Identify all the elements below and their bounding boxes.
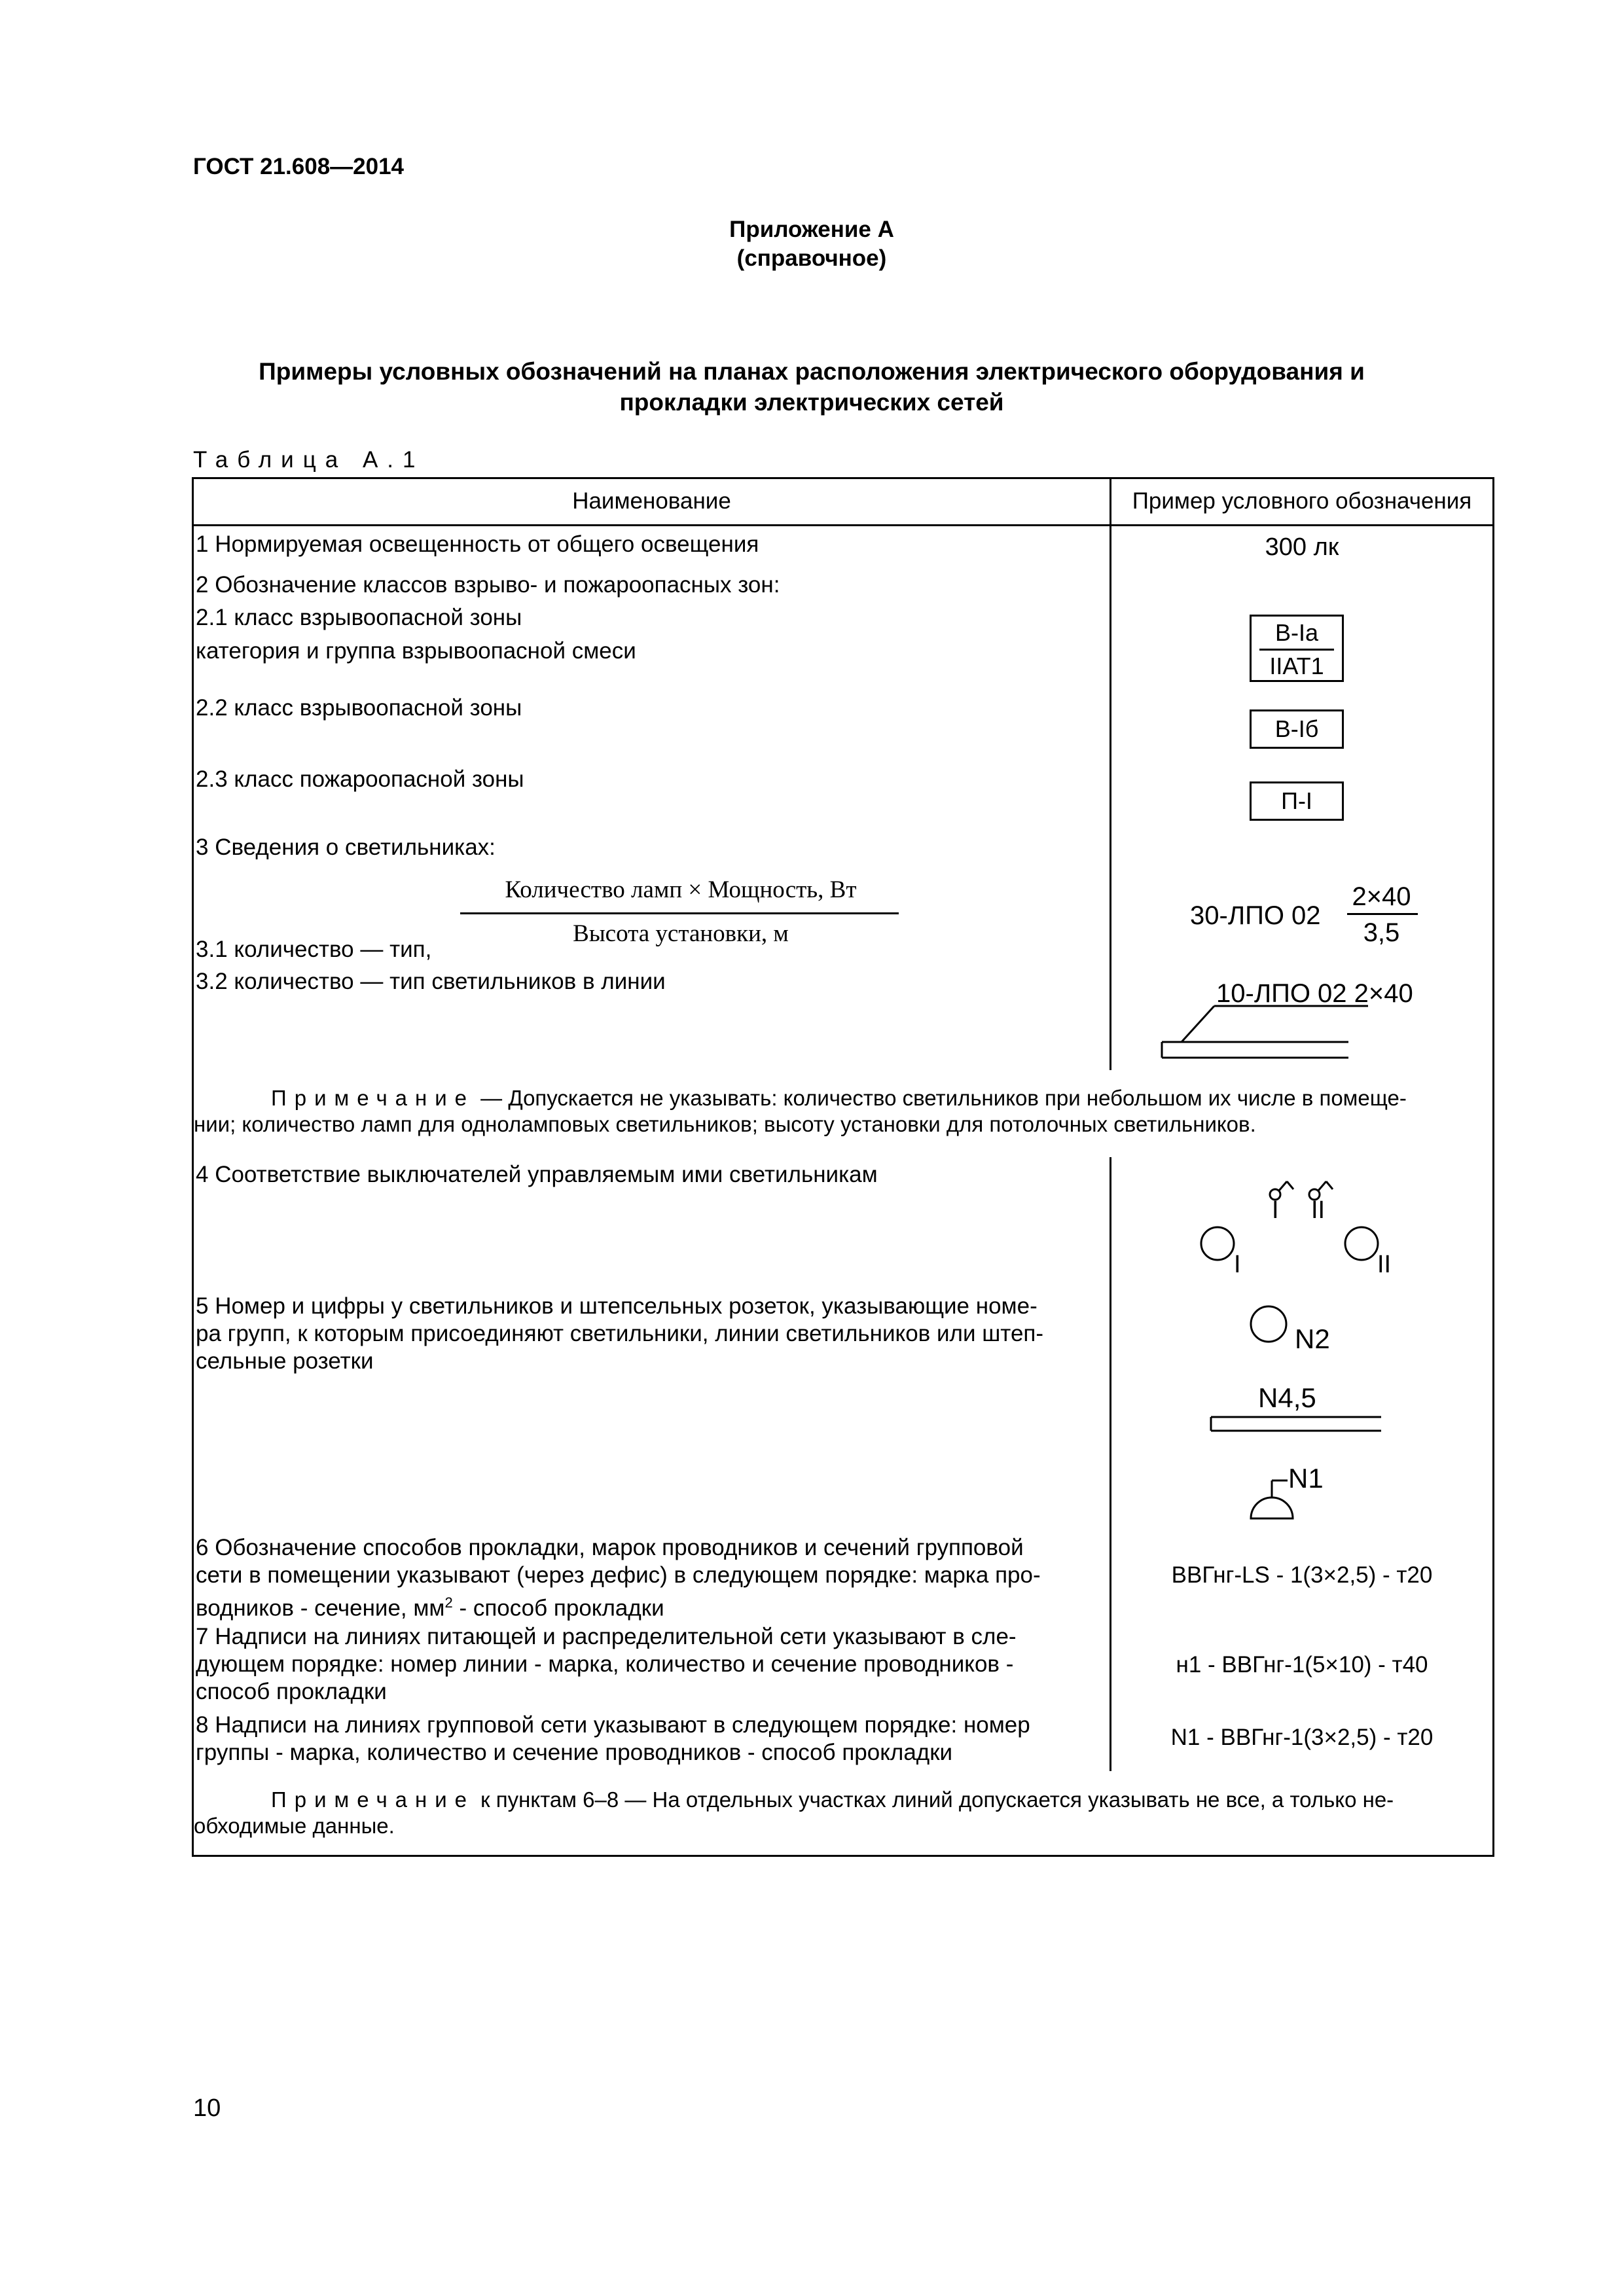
formula-denominator: Высота установки, м (573, 920, 789, 947)
fire-zone-symbol (1250, 781, 1344, 821)
document-title-line1: Примеры условных обозначений на планах расположения электрического оборудования и (259, 358, 1365, 385)
column-header-example: Пример условного обозначения (1132, 488, 1472, 514)
luminaire-line-icon (1152, 1001, 1368, 1064)
note-1-text: — Допускается не указывать: количество светильников при небольшом их числе в помеще- (475, 1086, 1407, 1110)
row-6-line3-text: водников - сечение, мм (196, 1595, 445, 1621)
table-top-border (192, 477, 1494, 479)
row-3-1-name: 3.1 количество — тип, (196, 937, 432, 962)
row-5-line1: 5 Номер и цифры у светильников и штепсельных розеток, указывающие номе- (196, 1293, 1038, 1319)
note-2-text: к пунктам 6–8 — На отдельных участках линий допускается указывать не все, а только не- (475, 1787, 1394, 1812)
row-6-superscript: 2 (444, 1594, 453, 1611)
row-2-name: 2 Обозначение классов взрыво- и пожароопасных зон: (196, 572, 780, 598)
luminaire-line-group-icon (1204, 1410, 1388, 1437)
row-7-line1: 7 Надписи на линиях питающей и распределительной сети указывают в сле- (196, 1624, 1017, 1649)
row-6-line3-end: - способ прокладки (452, 1595, 664, 1621)
note-2-label: Примечание (271, 1787, 475, 1812)
switch-label-II: II (1311, 1196, 1326, 1224)
appendix-type: (справочное) (736, 245, 887, 271)
table-right-border (1492, 477, 1494, 1857)
row-2-2-name: 2.2 класс взрывоопасной зоны (196, 695, 522, 721)
table-header-separator (192, 524, 1494, 526)
column-separator-top (1110, 477, 1111, 1070)
formula-bar (460, 912, 899, 914)
row-8-line1: 8 Надписи на линиях групповой сети указывают в следующем порядке: номер (196, 1712, 1030, 1738)
fire-zone-label: П-I (1281, 787, 1312, 814)
column-separator-bottom (1110, 1157, 1111, 1771)
row-6-line2: сети в помещении указывают (через дефис) в следующем порядке: марка про- (196, 1562, 1041, 1588)
luminaire-group-icon (1247, 1302, 1293, 1348)
row-3-name: 3 Сведения о светильниках: (196, 834, 496, 860)
row-2-3-name: 2.3 класс пожароопасной зоны (196, 766, 524, 792)
lamp-label-I: I (1234, 1251, 1241, 1278)
note-2 (194, 1787, 1490, 1839)
note-1 (194, 1085, 1490, 1138)
zone-class-label: В-Iа (1274, 619, 1319, 646)
column-header-name: Наименование (572, 488, 731, 514)
row-2-1-name: 2.1 класс взрывоопасной зоны (196, 605, 522, 630)
luminaire-line-label: 10-ЛПО 02 2×40 (1216, 979, 1413, 1008)
formula-numerator: Количество ламп × Мощность, Вт (505, 876, 857, 903)
luminaire-fraction-bar (1347, 913, 1418, 915)
fraction-bar (1259, 649, 1334, 651)
explosion-zone-symbol (1250, 615, 1344, 682)
row-6-line1: 6 Обозначение способов прокладки, марок проводников и сечений групповой (196, 1535, 1024, 1560)
row-8-line2: группы - марка, количество и сечение проводников - способ прокладки (196, 1740, 953, 1765)
row-3-2-name: 3.2 количество — тип светильников в линии (196, 969, 666, 994)
luminaire-type-label: 30-ЛПО 02 (1190, 901, 1321, 930)
table-bottom-border (192, 1855, 1494, 1857)
row-2-1-name-b: категория и группа взрывоопасной смеси (196, 638, 636, 664)
row-1-symbol: 300 лк (1265, 533, 1339, 561)
lamp-label-II: II (1377, 1251, 1392, 1278)
luminaire-mount-height: 3,5 (1363, 918, 1400, 947)
row-6-line3 (196, 1589, 664, 1623)
row-7-line3: способ прокладки (196, 1679, 387, 1704)
table-caption: Таблица А.1 (193, 447, 425, 473)
row-5-line2: ра групп, к которым присоединяют светильники, линии светильников или штеп- (196, 1321, 1044, 1346)
appendix-title: Приложение А (729, 217, 894, 242)
luminaire-lamp-power: 2×40 (1352, 882, 1411, 911)
row-4-name: 4 Соответствие выключателей управляемым ими светильникам (196, 1162, 878, 1187)
page-number: 10 (193, 2094, 221, 2122)
mixture-group-label: IIАТ1 (1269, 653, 1324, 679)
row-5-line3: сельные розетки (196, 1348, 374, 1374)
explosion-zone-b-symbol (1250, 709, 1344, 749)
standard-number: ГОСТ 21.608—2014 (193, 154, 405, 179)
row-7-symbol: н1 - ВВГнг-1(5×10) - т40 (1176, 1652, 1428, 1677)
note-1-line2: нии; количество ламп для одноламповых светильников; высоту установки для потолочных светильников. (194, 1112, 1256, 1136)
zone-b-label: В-Iб (1274, 715, 1319, 742)
row-1-name: 1 Нормируемая освещенность от общего освещения (196, 531, 759, 557)
document-title-line2: прокладки электрических сетей (619, 389, 1004, 416)
group-label-n2: N2 (1295, 1323, 1330, 1354)
note-1-label: Примечание (271, 1086, 475, 1110)
row-8-symbol: N1 - ВВГнг-1(3×2,5) - т20 (1170, 1725, 1434, 1750)
group-label-n45: N4,5 (1258, 1382, 1316, 1413)
note-2-line2: обходимые данные. (194, 1814, 395, 1838)
group-label-n1: N1 (1288, 1463, 1324, 1494)
row-7-line2: дующем порядке: номер линии - марка, количество и сечение проводников - (196, 1651, 1014, 1677)
row-6-symbol: ВВГнг-LS - 1(3×2,5) - т20 (1171, 1562, 1433, 1588)
table-left-border (192, 477, 194, 1857)
switch-label-I: I (1272, 1196, 1279, 1224)
